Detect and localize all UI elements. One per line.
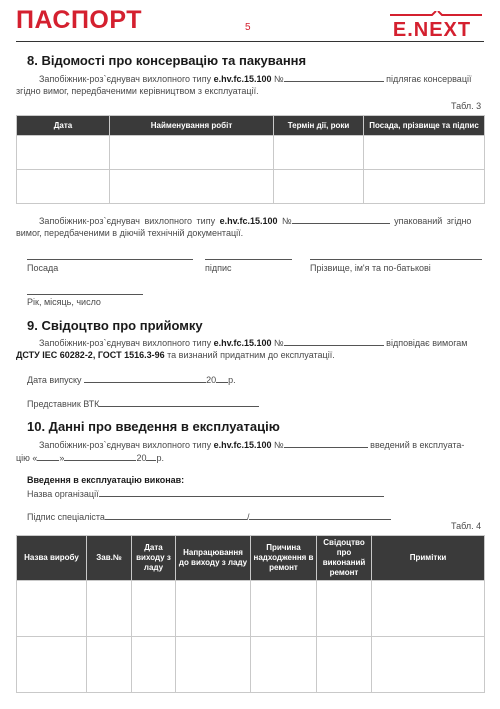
commission-month-field[interactable] (64, 451, 136, 461)
organization-field[interactable] (99, 487, 384, 497)
section-8-heading: 8. Відомості про консервацію та пакування (27, 53, 307, 68)
table-3-header-term: Термін дії, роки (274, 116, 364, 136)
table-cell[interactable] (132, 637, 176, 693)
table-row (17, 170, 485, 204)
table-3-label: Табл. 3 (451, 101, 482, 111)
table-cell[interactable] (176, 581, 251, 637)
table-cell[interactable] (17, 581, 87, 637)
table-4-header-repair-reason: Причина надходження в ремонт (251, 536, 317, 581)
release-date-field[interactable] (84, 373, 206, 383)
specialist-name-field[interactable] (249, 510, 391, 520)
table-row (17, 581, 485, 637)
table-4-header-repair-certificate: Свідоцтво про виконаний ремонт (317, 536, 372, 581)
s10-paragraph: Запобіжник-роз`єднувач вихлопного типу e.hv.fc.15.100 № введений в експлуата- (39, 440, 465, 450)
table-4-header-operating-time: Напрацювання до виходу з ладу (176, 536, 251, 581)
table-3-header-works: Найменування робіт (110, 116, 274, 136)
vtk-field[interactable] (99, 397, 259, 407)
serial-number-field[interactable] (284, 72, 384, 82)
header-rule (16, 41, 484, 42)
table-cell[interactable] (87, 637, 132, 693)
vtk-row: Представник ВТК (27, 397, 259, 411)
specialist-row: Підпис спеціаліста / (27, 510, 391, 524)
release-year-field[interactable] (216, 373, 228, 383)
table-cell[interactable] (176, 637, 251, 693)
serial-number-field-2[interactable] (292, 214, 390, 224)
table-row (17, 136, 485, 170)
name-caption: Прізвище, ім'я та по-батькові (310, 263, 431, 273)
commission-day-field[interactable] (37, 451, 59, 461)
table-cell[interactable] (274, 136, 364, 170)
table-cell[interactable] (251, 637, 317, 693)
signature-field[interactable] (205, 259, 292, 260)
table-cell[interactable] (364, 136, 485, 170)
table-cell[interactable] (251, 581, 317, 637)
enext-logo (380, 11, 484, 39)
s8-paragraph-2: Запобіжник-роз`єднувач вихлопного типу e.hv.fc.15.100 № упакований згідно (39, 216, 472, 226)
section-10-heading: 10. Данні про введення в експлуатацію (27, 419, 280, 434)
position-field[interactable] (27, 259, 193, 260)
svg-text:E.NEXT: E.NEXT (392, 19, 472, 39)
table-cell[interactable] (364, 170, 485, 204)
table-4 (16, 535, 485, 693)
specialist-signature-field[interactable] (105, 510, 247, 520)
table-cell[interactable] (317, 637, 372, 693)
table-4-label: Табл. 4 (451, 521, 482, 531)
serial-number-field-3[interactable] (284, 336, 384, 346)
table-4-header-notes: Примітки (372, 536, 485, 581)
table-3-header-position: Посада, прізвище та підпис (364, 116, 485, 136)
s9-paragraph-line2: ДСТУ IEC 60282-2, ГОСТ 1516.3-96 та визнаний придатним до експлуатації. (16, 350, 335, 360)
table-cell[interactable] (17, 136, 110, 170)
table-4-header-failure-date: Дата виходу з ладу (132, 536, 176, 581)
release-date-row: Дата випуску 20 р. (27, 375, 236, 385)
table-3 (16, 115, 485, 204)
table-cell[interactable] (110, 136, 274, 170)
s9-paragraph: Запобіжник-роз`єднувач вихлопного типу e.hv.fc.15.100 № відповідає вимогам (39, 338, 468, 348)
signature-caption: підпис (205, 263, 232, 273)
date-caption: Рік, місяць, число (27, 297, 101, 307)
position-caption: Посада (27, 263, 59, 273)
table-cell[interactable] (372, 581, 485, 637)
table-cell[interactable] (110, 170, 274, 204)
table-cell[interactable] (317, 581, 372, 637)
commission-year-field[interactable] (146, 451, 156, 461)
section-9-heading: 9. Свідоцтво про прийомку (27, 318, 203, 333)
commissioned-by-label: Введення в експлуатацію виконав: (27, 475, 185, 485)
table-cell[interactable] (17, 170, 110, 204)
document-title: ПАСПОРТ (16, 6, 142, 34)
s8-paragraph-1-line2: згідно вимог, передбаченими керівництвом з експлуатації. (16, 86, 259, 96)
table-cell[interactable] (87, 581, 132, 637)
table-cell[interactable] (17, 637, 87, 693)
s10-paragraph-line2: цію « » 20 р. (16, 453, 164, 463)
table-cell[interactable] (274, 170, 364, 204)
table-4-header-serial: Зав.№ (87, 536, 132, 581)
page-number: 5 (245, 22, 251, 33)
serial-number-field-4[interactable] (284, 438, 368, 448)
table-cell[interactable] (372, 637, 485, 693)
table-cell[interactable] (132, 581, 176, 637)
table-3-header-date: Дата (17, 116, 110, 136)
s8-paragraph-2-line2: вимог, передбаченими в діючій технічній документації. (16, 228, 244, 238)
table-row (17, 637, 485, 693)
name-field[interactable] (310, 259, 482, 260)
organization-row: Назва організації (27, 487, 384, 501)
s8-paragraph-1: Запобіжник-роз`єднувач вихлопного типу e.hv.fc.15.100 № підлягає консервації (39, 74, 472, 84)
table-4-header-product: Назва виробу (17, 536, 87, 581)
date-field[interactable] (27, 294, 143, 295)
